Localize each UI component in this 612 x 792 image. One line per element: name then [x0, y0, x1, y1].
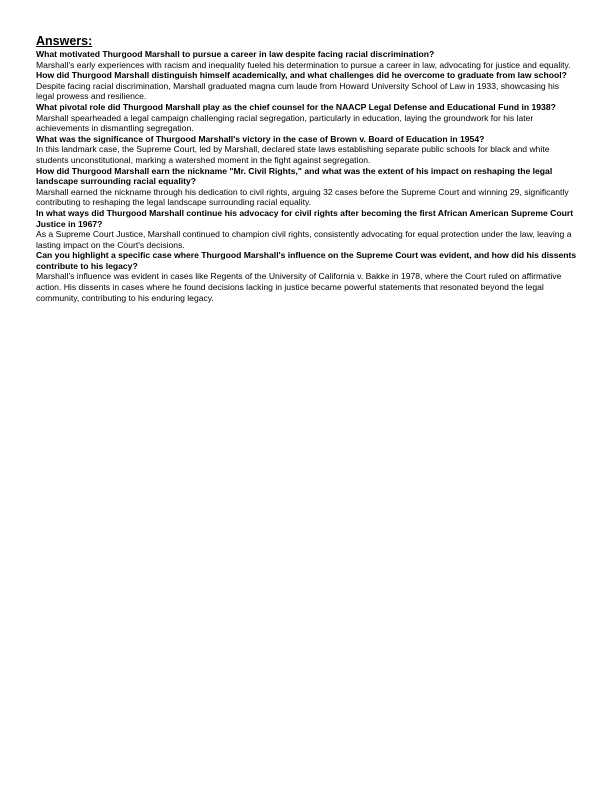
question-text: Can you highlight a specific case where Thurgood Marshall's influence on the Supreme Court was evident, and how did his dissents contribute to his legacy? — [36, 250, 577, 271]
answer-text: Marshall's early experiences with racism and inequality fueled his determination to pursue a career in law, advocating for justice and equality. — [36, 59, 571, 70]
answer-text: Despite facing racial discrimination, Marshall graduated magna cum laude from Howard University School of Law in 1933, showcasing his legal prowess and resilience. — [36, 80, 560, 102]
qa-item — [36, 166, 578, 208]
answers-heading: Answers: — [36, 34, 93, 48]
qa-item — [36, 70, 578, 102]
question-text: How did Thurgood Marshall earn the nickname "Mr. Civil Rights," and what was the extent of his impact on reshaping the legal landscape surrounding racial equality? — [36, 165, 553, 187]
answer-text: Marshall earned the nickname through his dedication to civil rights, arguing 32 cases before the Supreme Court and winning 29, significantly contributing to reshaping the legal landscape surrounding racial equality. — [36, 186, 569, 208]
question-text: What pivotal role did Thurgood Marshall play as the chief counsel for the NAACP Legal Defense and Educational Fund in 1938? — [36, 101, 556, 112]
answer-text: Marshall spearheaded a legal campaign challenging racial segregation, particularly in education, laying the groundwork for his later achievements in dismantling segregation. — [36, 112, 534, 134]
question-text: How did Thurgood Marshall distinguish himself academically, and what challenges did he overcome to graduate from law school? — [36, 70, 567, 81]
question-text: What was the significance of Thurgood Marshall's victory in the case of Brown v. Board of Education in 1954? — [36, 133, 485, 144]
answer-text: In this landmark case, the Supreme Court, led by Marshall, declared state laws establishing separate public schools for black and white students unconstitutional, marking a watershed moment in the fight against segregation. — [36, 144, 550, 165]
qa-item — [36, 102, 578, 134]
qa-item — [36, 250, 578, 303]
answer-text: Marshall's influence was evident in cases like Regents of the University of California v. Bakke in 1978, where the Court ruled on affirmative action. His dissents in cases where he found decisions lacking in justice became powerful statements that resonated beyond the legal community, contributing to his enduring legacy. — [36, 271, 562, 303]
answer-text: As a Supreme Court Justice, Marshall continued to champion civil rights, consistently advocating for equal protection under the law, leaving a lasting impact on the Court's decisions. — [36, 229, 572, 250]
qa-item — [36, 49, 578, 70]
question-text: In what ways did Thurgood Marshall continue his advocacy for civil rights after becoming the first African American Supreme Court Justice in 1967? — [36, 207, 574, 229]
qa-item — [36, 208, 578, 250]
answers-page — [36, 34, 578, 303]
question-text: What motivated Thurgood Marshall to pursue a career in law despite facing racial discrimination? — [36, 49, 435, 59]
qa-item — [36, 134, 578, 166]
